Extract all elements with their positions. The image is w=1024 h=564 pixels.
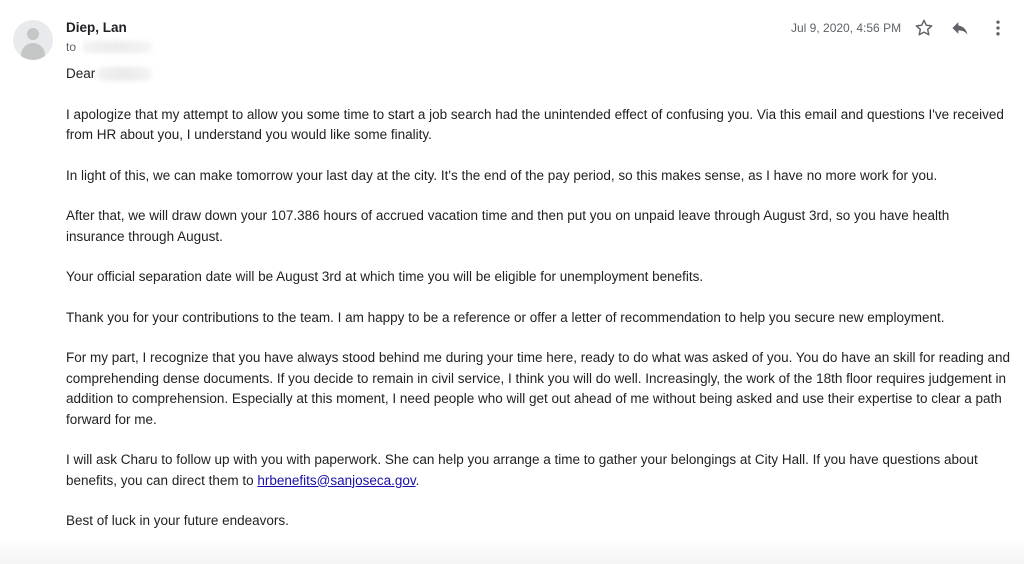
paragraph-apology: I apologize that my attempt to allow you some time to start a job search had the unintended effect of confusing you. Via this email and questions I've received from HR about you, I understand you would like some finality. bbox=[66, 106, 1004, 142]
greeting-text: Dear bbox=[66, 66, 96, 81]
star-button[interactable] bbox=[912, 16, 936, 40]
to-label: to bbox=[66, 40, 77, 54]
email-body bbox=[66, 64, 1011, 552]
avatar[interactable] bbox=[13, 20, 53, 60]
paragraph-recognition: For my part, I recognize that you have always stood behind me during your time here, ready to do what was asked of you. You do have an skill for reading and comprehending dense documents. If you decide to remain in civil service, I think you will do well. Increasingly, the work of the 18th floor requires judgement in addition to comprehension. Especially at this moment, I need people who will get out ahead of me without being asked and use their expertise to clear a path forward for me. bbox=[66, 350, 1011, 427]
redacted-name bbox=[97, 67, 152, 81]
star-icon bbox=[914, 18, 934, 38]
greeting-line bbox=[66, 64, 1011, 85]
avatar-head-shape bbox=[27, 28, 39, 40]
avatar-body-shape bbox=[21, 43, 45, 60]
email-date: Jul 9, 2020, 4:56 PM bbox=[791, 21, 902, 35]
paragraph-paperwork bbox=[66, 450, 1011, 491]
paragraph-thanks: Thank you for your contributions to the team. I am happy to be a reference or offer a letter of recommendation to help you secure new employment. bbox=[66, 309, 945, 325]
hr-email-link[interactable]: hrbenefits@sanjoseca.gov bbox=[257, 472, 416, 488]
reply-icon bbox=[950, 18, 970, 38]
paperwork-period: . bbox=[415, 472, 420, 488]
paragraph-vacation: After that, we will draw down your 107.386 hours of accrued vacation time and then put you on unpaid leave through August 3rd, so you have health insurance through August. bbox=[66, 208, 950, 244]
more-options-button[interactable] bbox=[986, 16, 1010, 40]
recipient-row[interactable] bbox=[66, 40, 152, 54]
closing-line: Best of luck in your future endeavors. bbox=[66, 513, 289, 528]
sender-name[interactable]: Diep, Lan bbox=[66, 20, 127, 35]
more-vert-icon bbox=[988, 18, 1008, 38]
reply-button[interactable] bbox=[948, 16, 972, 40]
redacted-recipient bbox=[82, 41, 152, 53]
paragraph-last-day: In light of this, we can make tomorrow your last day at the city. It's the end of the pay period, so this makes sense, as I have no more work for you. bbox=[66, 167, 938, 183]
paperwork-text: I will ask Charu to follow up with you with paperwork. She can help you arrange a time to gather your belongings at City Hall. If you have questions about benefits, you can direct them to bbox=[66, 452, 978, 488]
bottom-fade bbox=[0, 538, 1024, 564]
paragraph-separation: Your official separation date will be August 3rd at which time you will be eligible for unemployment benefits. bbox=[66, 269, 704, 284]
